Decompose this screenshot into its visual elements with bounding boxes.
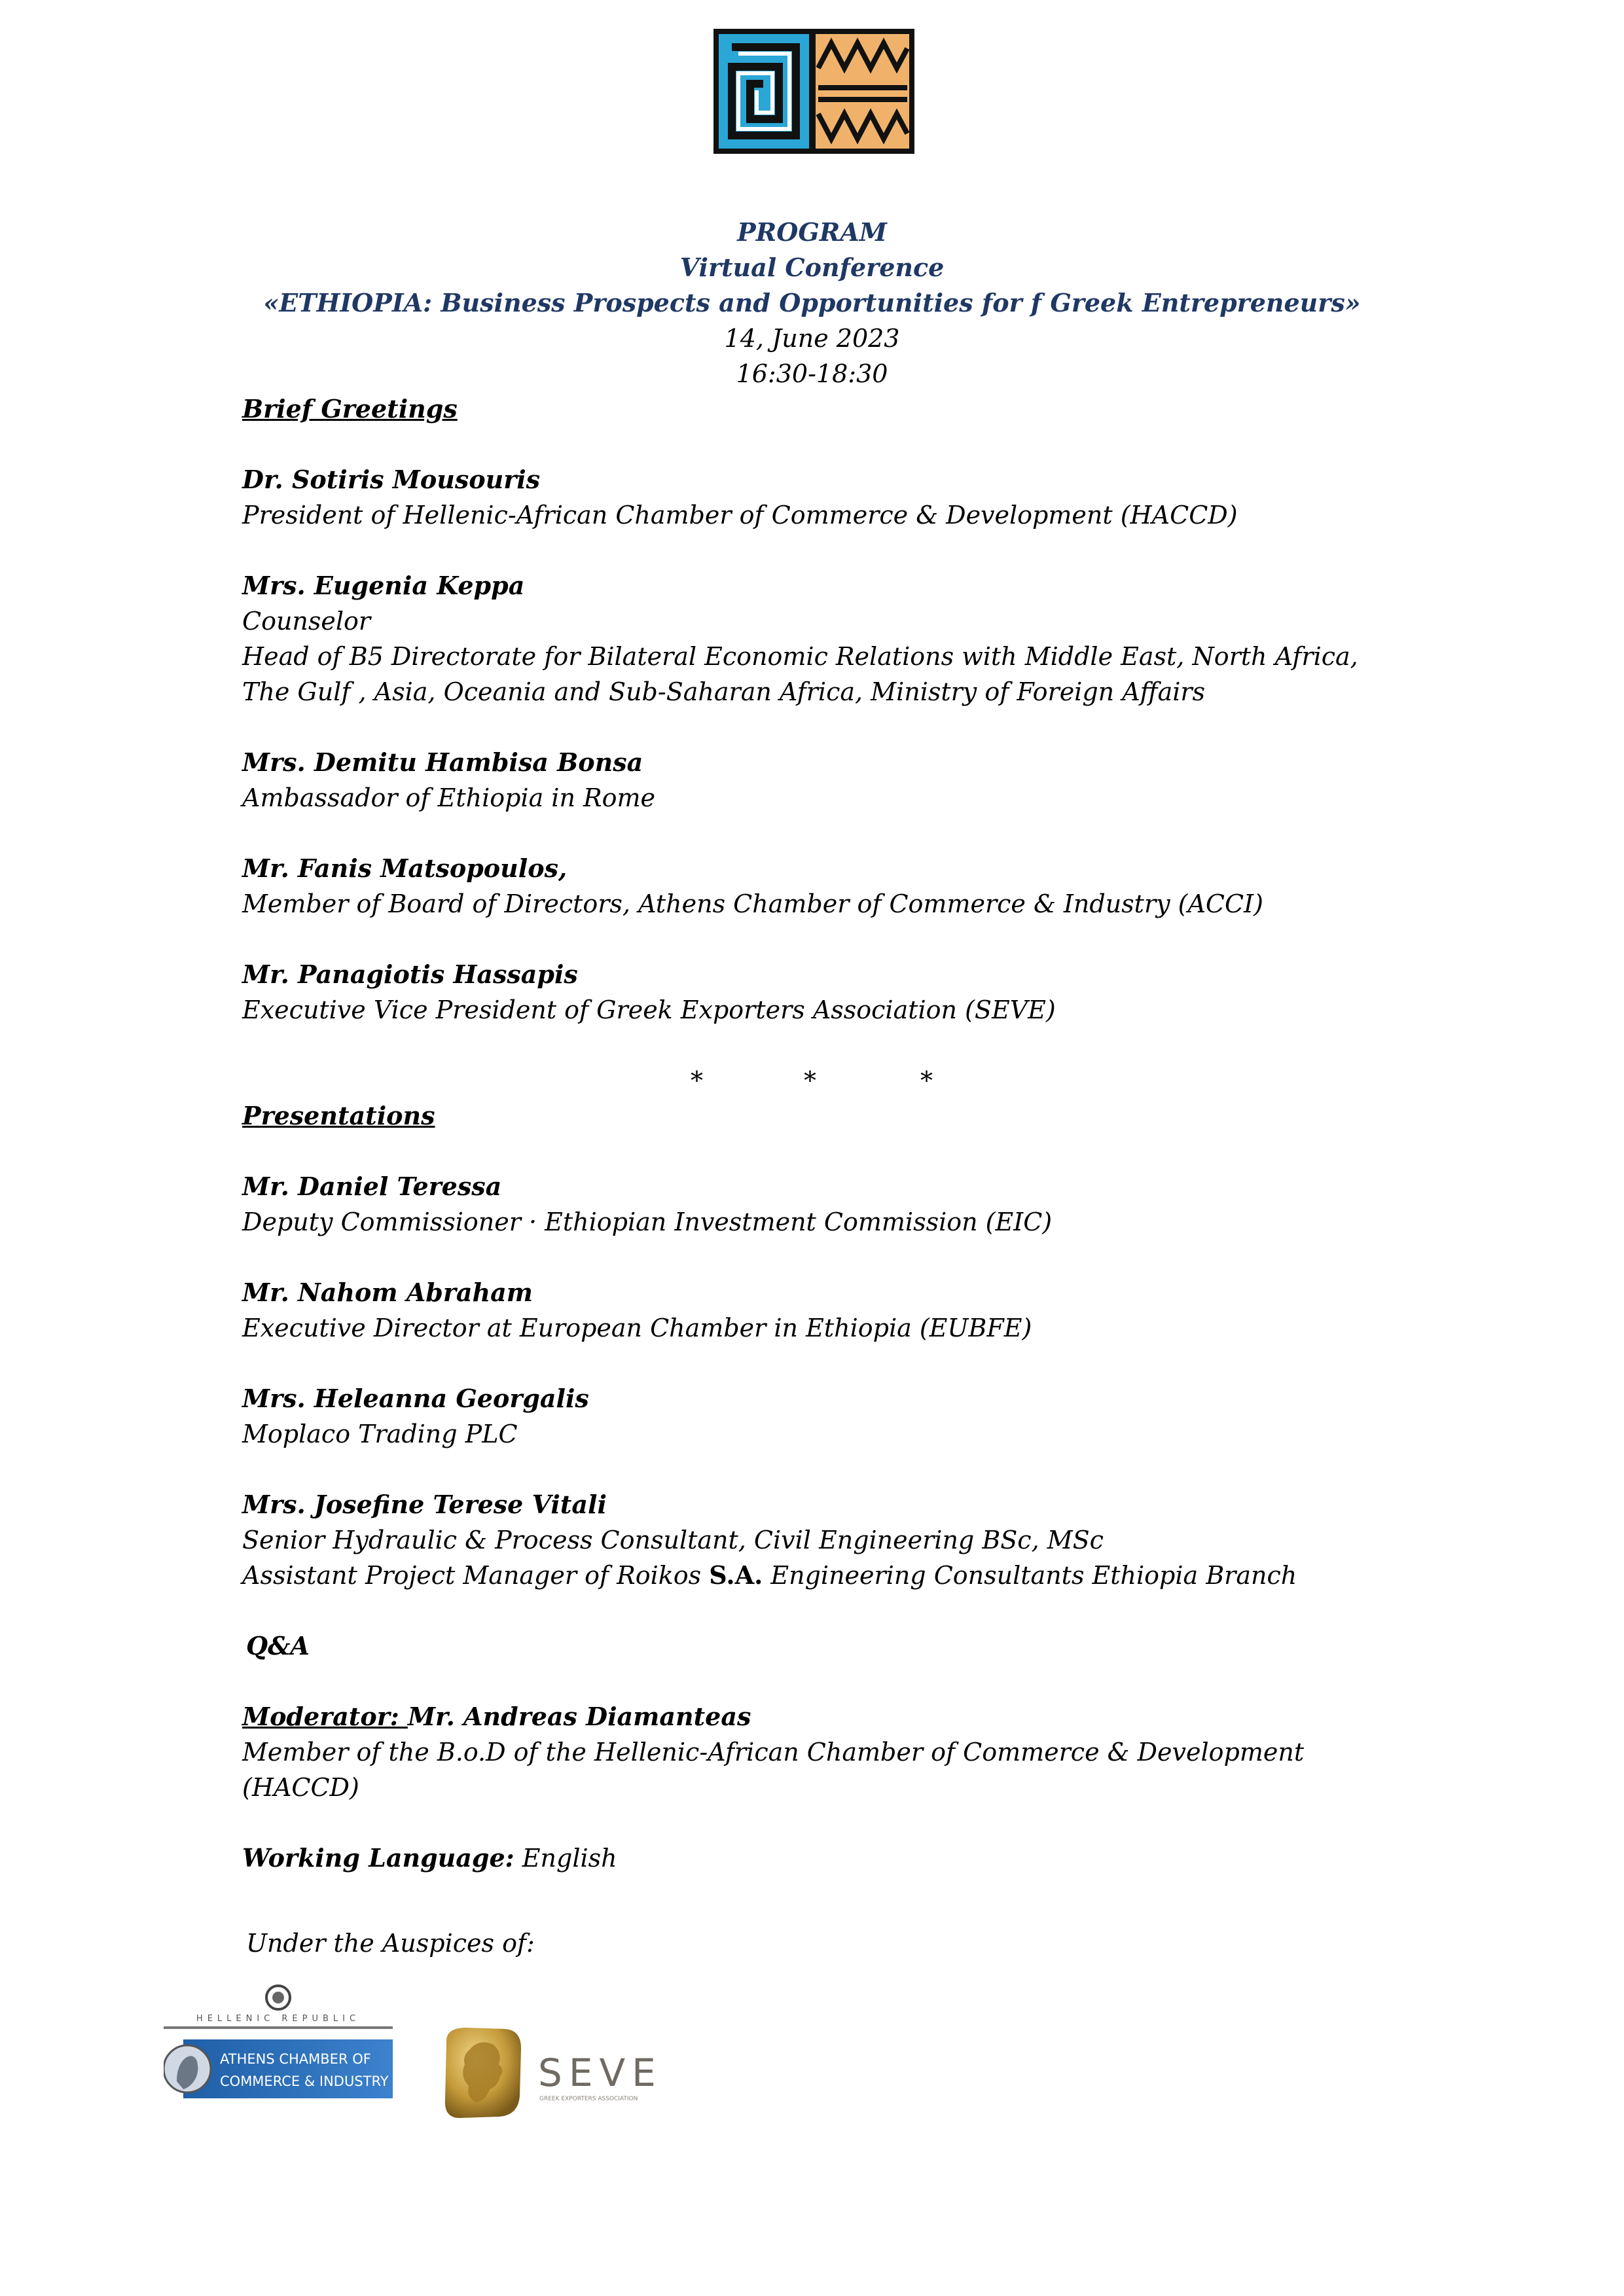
moderator-label: Moderator: — [242, 1702, 408, 1731]
haccd-logo — [713, 29, 914, 154]
event-date: 14, June 2023 — [724, 324, 900, 353]
event-time: 16:30-18:30 — [736, 359, 888, 388]
moderator-line — [242, 1699, 1381, 1734]
working-language — [242, 1840, 1381, 1876]
program-header — [0, 215, 1624, 391]
speaker-role: Head of B5 Directorate for Bilateral Economic Relations with Middle East, North Africa, — [242, 642, 1358, 671]
greetings-heading: Brief Greetings — [242, 394, 458, 423]
separator-star: * — [691, 1066, 703, 1095]
event-type: Virtual Conference — [679, 253, 945, 282]
program-content — [242, 391, 1381, 1961]
acci-line1: ATHENS CHAMBER OF — [220, 2051, 371, 2067]
seve-logo — [440, 2024, 662, 2122]
speaker-name: Mrs. Demitu Hambisa Bonsa — [242, 747, 643, 777]
seve-subtitle: GREEK EXPORTERS ASSOCIATION — [539, 2096, 638, 2102]
moderator-role: Member of the B.o.D of the Hellenic-African Chamber of Commerce & Development — [242, 1738, 1305, 1767]
qa-label: Q&A — [246, 1631, 310, 1660]
speaker-role: Executive Director at European Chamber in Ethiopia (EUBFE) — [242, 1314, 1032, 1342]
speaker-role: Ambassador of Ethiopia in Rome — [242, 783, 656, 812]
speaker-role: The Gulf , Asia, Oceania and Sub-Saharan Africa, Ministry of Foreign Affairs — [242, 677, 1206, 706]
presentations-heading: Presentations — [242, 1101, 435, 1130]
conference-title: «ETHIOPIA: Business Prospects and Opportunities for f Greek Entrepreneurs» — [263, 288, 1361, 317]
speaker-role: Deputy Commissioner · Ethiopian Investment Commission (EIC) — [242, 1208, 1053, 1236]
moderator-name: Mr. Andreas Diamanteas — [407, 1702, 751, 1731]
acci-logo — [164, 1983, 393, 2108]
role-text: Assistant Project Manager of Roikos — [242, 1561, 710, 1590]
speaker-role — [242, 1558, 1381, 1593]
separator-star: * — [920, 1066, 933, 1095]
speaker-name: Mr. Daniel Teressa — [242, 1172, 502, 1201]
working-language-label: Working Language: — [242, 1843, 514, 1873]
speaker-name: Mr. Panagiotis Hassapis — [242, 960, 578, 989]
program-label: PROGRAM — [737, 217, 887, 247]
speaker-name: Mr. Nahom Abraham — [242, 1278, 533, 1307]
moderator-role: (HACCD) — [242, 1773, 359, 1802]
speaker-name: Dr. Sotiris Mousouris — [242, 465, 541, 494]
seve-name: SEVE — [538, 2051, 662, 2095]
speaker-role: Senior Hydraulic & Process Consultant, Civil Engineering BSc, MSc — [242, 1526, 1104, 1554]
speaker-role: Executive Vice President of Greek Exporters Association (SEVE) — [242, 996, 1056, 1024]
acci-line2: COMMERCE & INDUSTRY — [220, 2073, 389, 2089]
speaker-name: Mr. Fanis Matsopoulos, — [242, 853, 568, 883]
speaker-role: Moplaco Trading PLC — [242, 1420, 518, 1448]
role-company-abbr: S.A. — [709, 1560, 763, 1590]
speaker-name: Mrs. Josefine Terese Vitali — [242, 1490, 607, 1519]
speaker-role: Member of Board of Directors, Athens Chamber of Commerce & Industry (ACCI) — [242, 889, 1263, 918]
role-text: Engineering Consultants Ethiopia Branch — [763, 1561, 1297, 1590]
speaker-name: Mrs. Eugenia Keppa — [242, 571, 525, 600]
speaker-name: Mrs. Heleanna Georgalis — [242, 1384, 589, 1413]
acci-top-text: HELLENIC REPUBLIC — [196, 2014, 361, 2024]
speaker-role: President of Hellenic-African Chamber of Commerce & Development (HACCD) — [242, 501, 1238, 529]
speaker-role: Counselor — [242, 607, 371, 636]
auspices-label: Under the Auspices of: — [246, 1929, 535, 1958]
separator-star: * — [804, 1066, 816, 1095]
working-language-value: English — [514, 1844, 617, 1873]
section-separator — [242, 1063, 1381, 1098]
